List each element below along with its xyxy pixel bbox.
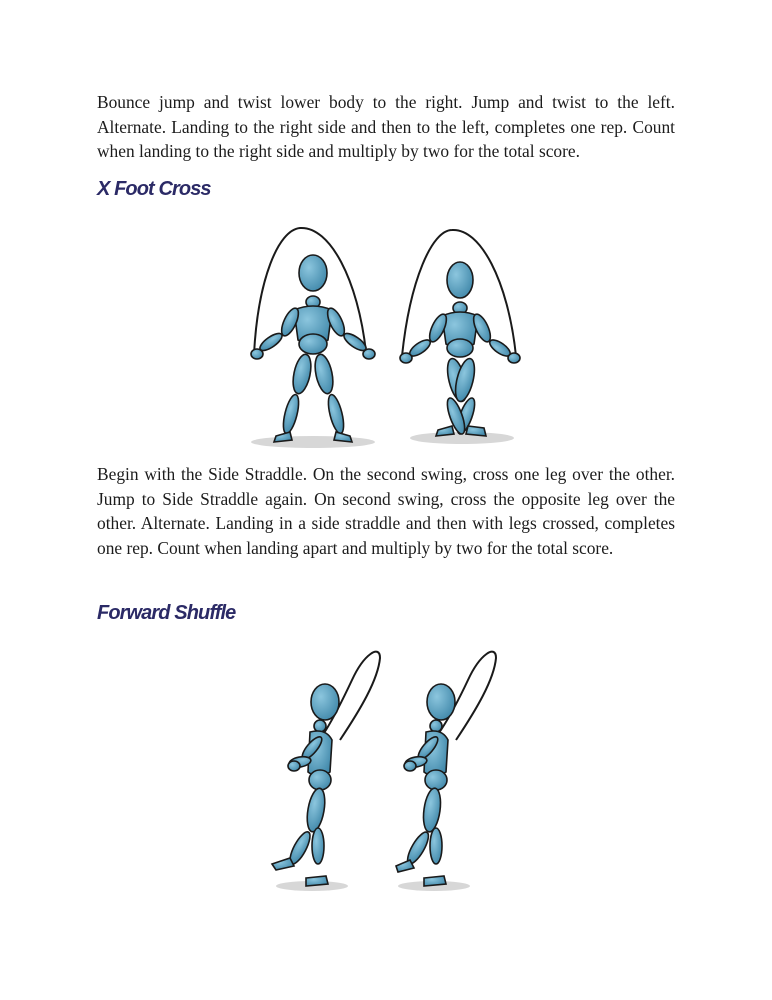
legs-crossed-figure-icon: [400, 230, 520, 444]
twist-description: Bounce jump and twist lower body to the right. Jump and twist to the left. Alternate. Landing to the right side and then to the left, completes one rep. Count when landing to the right side and multiply by two for the total score.: [97, 92, 675, 162]
shuffle-step-figure-icon: [272, 652, 380, 891]
shuffle-step-figure-icon: [396, 652, 496, 891]
x-foot-cross-heading: X Foot Cross: [97, 178, 211, 200]
forward-shuffle-heading: Forward Shuffle: [97, 602, 236, 624]
side-straddle-figure-icon: [251, 228, 375, 448]
x-foot-cross-illustration: [0, 220, 772, 452]
forward-shuffle-illustration: [0, 640, 772, 900]
x-foot-cross-description: Begin with the Side Straddle. On the second swing, cross one leg over the other. Jump to Side Straddle again. On second swing, cross the opposite leg over the other. Alternate. Landing in a side straddle and then with legs crossed, completes one rep. Count when landing apart and multiply by two for the total score.: [97, 464, 675, 558]
